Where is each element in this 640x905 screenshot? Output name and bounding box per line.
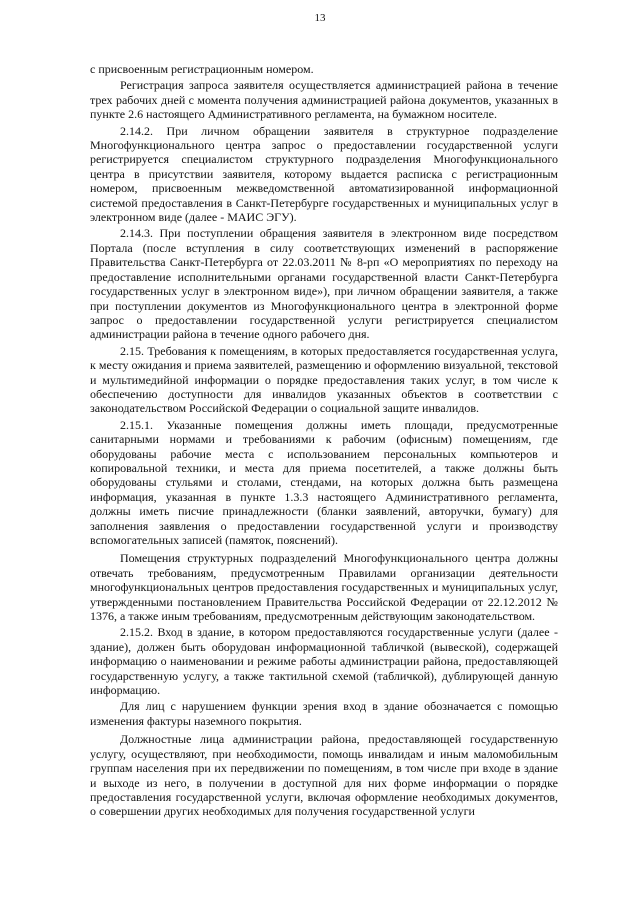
paragraph: Должностные лица администрации района, предоставляющей государственную услугу, осуществляют, при необходимости, помощь инвалидам и иным маломобильным группам населения при их передвижении по помещениям, в том числе при входе в здание и выходе из него, в получении в доступной для них форме информации о порядке предоставления государственной услуги, включая оформление необходимых документов, о совершении других необходимых для получения государственной услуги bbox=[90, 732, 558, 819]
paragraph: 2.15. Требования к помещениям, в которых предоставляется государственная услуга, к месту ожидания и приема заявителей, размещению и оформлению визуальной, текстовой и мультимедийной информации о порядке предоставления таких услуг, в том числе к обеспечению доступности для инвалидов указанных объектов в соответствии с законодательством Российской Федерации о социальной защите инвалидов. bbox=[90, 343, 558, 416]
paragraph: 2.14.2. При личном обращении заявителя в структурное подразделение Многофункционального центра запрос о предоставлении государственной услуги регистрируется специалистом структурного подразделения Многофункционального центра в присутствии заявителя, которому выдается расписка с регистрационным номером, присвоенным межведомственной автоматизированной информационной системой предоставления в Санкт-Петербурге государственных и муниципальных услуг в электронном виде (далее - МАИС ЭГУ). bbox=[90, 123, 558, 225]
paragraph: Для лиц с нарушением функции зрения вход в здание обозначается с помощью изменения фактуры наземного покрытия. bbox=[90, 699, 558, 728]
paragraph: 2.15.1. Указанные помещения должны иметь площади, предусмотренные санитарными нормами и требованиями к рабочим (офисным) помещениям, где оборудованы рабочие места с использованием персональных компьютеров и копировальной техники, и места для приема посетителей, а также должны быть оборудованы стульями и столами, стендами, на которых должна быть размещена информация, указанная в пункте 1.3.3 настоящего Административного регламента, должны иметь писчие принадлежности (бланки заявлений, авторучки, бумагу) для заполнения заявления о предоставлении государственной услуги и производству вспомогательных записей (памяток, пояснений). bbox=[90, 417, 558, 547]
paragraph: Регистрация запроса заявителя осуществляется администрацией района в течение трех рабочих дней с момента получения администрацией района документов, указанных в пункте 2.6 настоящего Административного регламента, на бумажном носителе. bbox=[90, 78, 558, 122]
paragraph: с присвоенным регистрационным номером. bbox=[90, 62, 314, 76]
page-number: 13 bbox=[314, 12, 326, 24]
paragraph: 2.14.3. При поступлении обращения заявителя в электронном виде посредством Портала (после вступления в силу соответствующих изменений в распоряжение Правительства Санкт-Петербурга от 22.03.2011 № 8-рп «О мероприятиях по переходу на предоставление исполнительными органами государственной власти Санкт-Петербурга государственных услуг в электронном виде»), при личном обращении заявителя, а также при поступлении документов из Многофункционального центра в электронной форме запрос о предоставлении государственной услуги регистрируется специалистом администрации района в течение одного рабочего дня. bbox=[90, 226, 558, 342]
document-body bbox=[90, 62, 558, 821]
paragraph: 2.15.2. Вход в здание, в котором предоставляются государственные услуги (далее - здание), должен быть оборудован информационной табличкой (вывеской), содержащей информацию о наименовании и режиме работы администрации района, предоставляющей государственную услугу, а также тактильной схемой (табличкой), дублирующей данную информацию. bbox=[90, 625, 558, 698]
paragraph: Помещения структурных подразделений Многофункционального центра должны отвечать требованиям, предусмотренным Правилами организации деятельности многофункциональных центров предоставления государственных и муниципальных услуг, утвержденными постановлением Правительства Российской Федерации от 22.12.2012 № 1376, а также иным требованиям, предусмотренным действующим законодательством. bbox=[90, 551, 558, 624]
